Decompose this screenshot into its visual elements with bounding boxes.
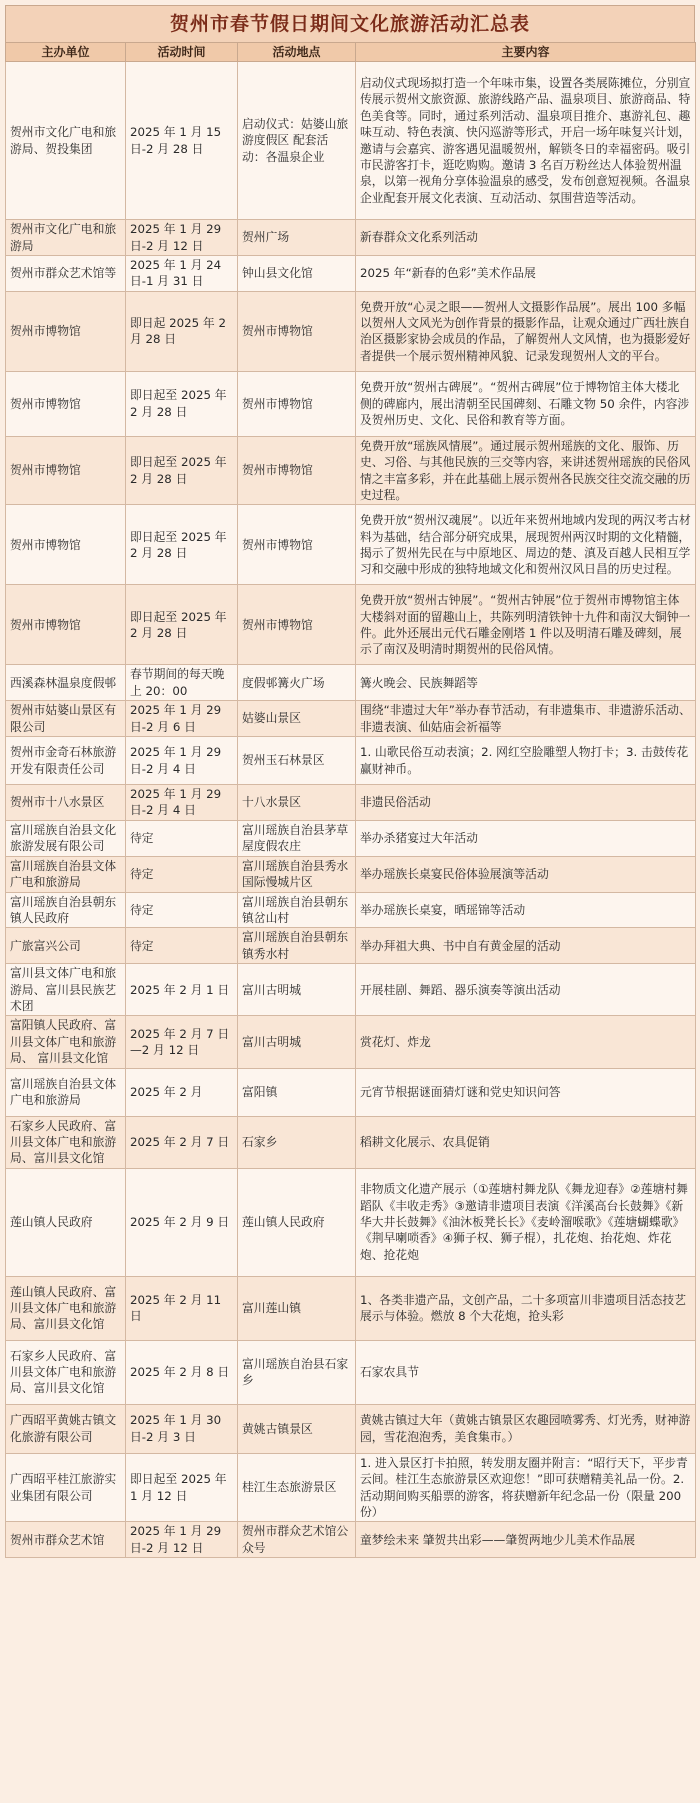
cell-time: 2025 年 2 月 7 日—2 月 12 日 <box>126 1016 238 1068</box>
table-row <box>6 1404 696 1453</box>
header-content: 主要内容 <box>356 43 696 62</box>
cell-org: 莲山镇人民政府 <box>6 1168 126 1276</box>
table-row <box>6 220 696 256</box>
cell-time: 待定 <box>126 820 238 856</box>
cell-org: 石家乡人民政府、富川县文体广电和旅游局、富川县文化馆 <box>6 1340 126 1404</box>
cell-place: 贺州市博物馆 <box>238 291 356 371</box>
cell-place: 富川瑶族自治县石家乡 <box>238 1340 356 1404</box>
cell-place: 十八水景区 <box>238 785 356 821</box>
table-row <box>6 1068 696 1116</box>
cell-time: 待定 <box>126 892 238 928</box>
cell-org: 贺州市群众艺术馆 <box>6 1522 126 1558</box>
cell-content: 非遗民俗活动 <box>356 785 696 821</box>
cell-place: 贺州市群众艺术馆公众号 <box>238 1522 356 1558</box>
cell-content: 新春群众文化系列活动 <box>356 220 696 256</box>
cell-content: 2025 年“新春的色彩”美术作品展 <box>356 256 696 292</box>
cell-place: 贺州市博物馆 <box>238 436 356 505</box>
table-row <box>6 1016 696 1068</box>
cell-time: 2025 年 1 月 29 日-2 月 12 日 <box>126 220 238 256</box>
cell-org: 贺州市博物馆 <box>6 436 126 505</box>
cell-content: 篝火晚会、民族舞蹈等 <box>356 665 696 701</box>
table-row <box>6 585 696 665</box>
cell-place: 桂江生态旅游景区 <box>238 1453 356 1522</box>
cell-time: 2025 年 1 月 29 日-2 月 4 日 <box>126 785 238 821</box>
table-row <box>6 256 696 292</box>
cell-org: 贺州市博物馆 <box>6 505 126 585</box>
cell-org: 贺州市博物馆 <box>6 585 126 665</box>
cell-time: 2025 年 2 月 7 日 <box>126 1116 238 1168</box>
cell-content: 赏花灯、炸龙 <box>356 1016 696 1068</box>
cell-org: 贺州市博物馆 <box>6 371 126 436</box>
cell-org: 贺州市群众艺术馆等 <box>6 256 126 292</box>
table-row <box>6 701 696 737</box>
cell-org: 富川县文体广电和旅游局、富川县民族艺术团 <box>6 964 126 1016</box>
cell-time: 2025 年 2 月 9 日 <box>126 1168 238 1276</box>
cell-content: 举办瑶族长桌宴，晒瑶锦等活动 <box>356 892 696 928</box>
cell-time: 待定 <box>126 856 238 892</box>
cell-org: 西溪森林温泉度假邨 <box>6 665 126 701</box>
header-org: 主办单位 <box>6 43 126 62</box>
cell-place: 富川瑶族自治县秀水国际慢城片区 <box>238 856 356 892</box>
cell-org: 富川瑶族自治县文体广电和旅游局 <box>6 1068 126 1116</box>
cell-content: 举办拜祖大典、书中自有黄金屋的活动 <box>356 928 696 964</box>
table-row <box>6 291 696 371</box>
cell-time: 2025 年 1 月 29 日-2 月 4 日 <box>126 737 238 785</box>
cell-org: 贺州市十八水景区 <box>6 785 126 821</box>
cell-org: 广旅富兴公司 <box>6 928 126 964</box>
table-row <box>6 785 696 821</box>
table-row <box>6 1340 696 1404</box>
cell-content: 非物质文化遗产展示（①莲塘村舞龙队《舞龙迎春》②莲塘村舞蹈队《丰收走秀》③邀请非遗项目表演《洋溪高台长鼓舞》《新华大井长鼓舞》《油沐板凳长长》《麦岭溜喉歌》《莲塘蝴蝶歌》《荆早喇唢香》④狮子权、狮子棍），扎花炮、抬花炮、炸花炮、抢花炮 <box>356 1168 696 1276</box>
cell-place: 富川瑶族自治县茅草屋度假农庄 <box>238 820 356 856</box>
cell-org: 广西昭平桂江旅游实业集团有限公司 <box>6 1453 126 1522</box>
cell-org: 富阳镇人民政府、富川县文体广电和旅游局、 富川县文化馆 <box>6 1016 126 1068</box>
table-title: 贺州市春节假日期间文化旅游活动汇总表 <box>5 5 695 42</box>
table-row <box>6 1168 696 1276</box>
cell-time: 2025 年 2 月 11 日 <box>126 1276 238 1340</box>
cell-content: 免费开放“心灵之眼——贺州人文摄影作品展”。展出 100 多幅以贺州人文风光为创作背景的摄影作品，让观众通过广西壮族自治区摄影家协会成员的作品，了解贺州人文风情，也为摄影爱好者提供一个展示贺州精神风貌、记录发现贺州人文的平台。 <box>356 291 696 371</box>
cell-content: 免费开放“瑶族风情展”。通过展示贺州瑶族的文化、服饰、历史、习俗、与其他民族的三交等内容，来讲述贺州瑶族的民俗风情之丰富多彩，并在此基础上展示贺州各民族交往交流交融的历史过程。 <box>356 436 696 505</box>
cell-content: 举办杀猪宴过大年活动 <box>356 820 696 856</box>
cell-content: 启动仪式现场拟打造一个年味市集，设置各类展陈摊位，分别宣传展示贺州文旅资源、旅游线路产品、温泉项目、旅游商品、特色美食等。同时，通过系列活动、温泉项目推介、惠游礼包、趣味互动、特色表演、快闪巡游等形式，开启一场年味复兴计划，邀请与会嘉宾、游客遇见温暖贺州，解锁冬日的幸福密码。吸引市民游客打卡，逛吃购购。邀请 3 名百万粉丝达人体验贺州温泉，以第一视角分享体验温泉的感受，发布创意短视频。各温泉企业配套开展文化表演、互动活动、氛围营造等活动。 <box>356 62 696 220</box>
cell-place: 富阳镇 <box>238 1068 356 1116</box>
table-row <box>6 964 696 1016</box>
cell-org: 莲山镇人民政府、富川县文体广电和旅游局、富川县文化馆 <box>6 1276 126 1340</box>
cell-time: 即日起至 2025 年 2 月 28 日 <box>126 371 238 436</box>
activity-table <box>5 42 696 1558</box>
header-place: 活动地点 <box>238 43 356 62</box>
cell-content: 1、各类非遗产品，文创产品，二十多项富川非遗项目活态技艺展示与体验。燃放 8 个大花炮，抢头彩 <box>356 1276 696 1340</box>
cell-org: 石家乡人民政府、富川县文体广电和旅游局、富川县文化馆 <box>6 1116 126 1168</box>
cell-time: 即日起 2025 年 2 月 28 日 <box>126 291 238 371</box>
cell-place: 黄姚古镇景区 <box>238 1404 356 1453</box>
cell-time: 待定 <box>126 928 238 964</box>
cell-place: 富川古明城 <box>238 1016 356 1068</box>
cell-place: 贺州市博物馆 <box>238 371 356 436</box>
cell-org: 贺州市文化广电和旅游局 <box>6 220 126 256</box>
cell-content: 1. 进入景区打卡拍照，转发朋友圈并附言：“昭行天下，平步青云间。桂江生态旅游景区欢迎您！”即可获赠精美礼品一份。2. 活动期间购买船票的游客，将获赠新年纪念品一份（限量 200 份） <box>356 1453 696 1522</box>
cell-time: 2025 年 1 月 30 日-2 月 3 日 <box>126 1404 238 1453</box>
cell-content: 开展桂剧、舞蹈、器乐演奏等演出活动 <box>356 964 696 1016</box>
cell-place: 富川瑶族自治县朝东镇岔山村 <box>238 892 356 928</box>
cell-time: 2025 年 1 月 29 日-2 月 6 日 <box>126 701 238 737</box>
table-row <box>6 371 696 436</box>
cell-content: 元宵节根据谜面猜灯谜和党史知识问答 <box>356 1068 696 1116</box>
cell-place: 莲山镇人民政府 <box>238 1168 356 1276</box>
cell-org: 贺州市文化广电和旅游局、贺投集团 <box>6 62 126 220</box>
table-row <box>6 62 696 220</box>
cell-time: 2025 年 1 月 29 日-2 月 12 日 <box>126 1522 238 1558</box>
cell-content: 1. 山歌民俗互动表演；2. 网红空脸雕塑人物打卡；3. 击鼓传花赢财神币。 <box>356 737 696 785</box>
cell-place: 富川瑶族自治县朝东镇秀水村 <box>238 928 356 964</box>
cell-org: 富川瑶族自治县朝东镇人民政府 <box>6 892 126 928</box>
cell-time: 即日起至 2025 年 2 月 28 日 <box>126 505 238 585</box>
table-row <box>6 737 696 785</box>
cell-time: 2025 年 1 月 24 日-1 月 31 日 <box>126 256 238 292</box>
table-row <box>6 928 696 964</box>
cell-place: 姑婆山景区 <box>238 701 356 737</box>
cell-org: 贺州市姑婆山景区有限公司 <box>6 701 126 737</box>
cell-time: 春节期间的每天晚上 20：00 <box>126 665 238 701</box>
cell-content: 举办瑶族长桌宴民俗体验展演等活动 <box>356 856 696 892</box>
cell-org: 富川瑶族自治县文化旅游发展有限公司 <box>6 820 126 856</box>
cell-time: 即日起至 2025 年 2 月 28 日 <box>126 585 238 665</box>
header-time: 活动时间 <box>126 43 238 62</box>
cell-content: 石家农具节 <box>356 1340 696 1404</box>
cell-place: 富川古明城 <box>238 964 356 1016</box>
cell-time: 2025 年 2 月 8 日 <box>126 1340 238 1404</box>
cell-time: 即日起至 2025 年 1 月 12 日 <box>126 1453 238 1522</box>
cell-content: 稻耕文化展示、农具促销 <box>356 1116 696 1168</box>
table-row <box>6 1276 696 1340</box>
cell-content: 黄姚古镇过大年（黄姚古镇景区农趣园喷雾秀、灯光秀，财神游园，雪花泡泡秀，美食集市。） <box>356 1404 696 1453</box>
table-row <box>6 505 696 585</box>
cell-place: 贺州市博物馆 <box>238 585 356 665</box>
cell-place: 贺州广场 <box>238 220 356 256</box>
cell-time: 2025 年 1 月 15 日-2 月 28 日 <box>126 62 238 220</box>
cell-time: 2025 年 2 月 1 日 <box>126 964 238 1016</box>
cell-place: 贺州玉石林景区 <box>238 737 356 785</box>
table-row <box>6 1453 696 1522</box>
cell-place: 富川莲山镇 <box>238 1276 356 1340</box>
cell-content: 围绕“非遗过大年”举办春节活动，有非遗集市、非遗游乐活动、非遗表演、仙姑庙会祈福等 <box>356 701 696 737</box>
table-row <box>6 1116 696 1168</box>
cell-place: 钟山县文化馆 <box>238 256 356 292</box>
cell-org: 富川瑶族自治县文体广电和旅游局 <box>6 856 126 892</box>
cell-place: 石家乡 <box>238 1116 356 1168</box>
cell-place: 启动仪式：姑婆山旅游度假区 配套活动：各温泉企业 <box>238 62 356 220</box>
table-row <box>6 892 696 928</box>
cell-place: 贺州市博物馆 <box>238 505 356 585</box>
cell-org: 广西昭平黄姚古镇文化旅游有限公司 <box>6 1404 126 1453</box>
cell-content: 免费开放“贺州古碑展”。“贺州古碑展”位于博物馆主体大楼北侧的碑廊内，展出清朝至民国碑刻、石雕文物 50 余件，内容涉及贺州历史、文化、民俗和教育等方面。 <box>356 371 696 436</box>
table-row <box>6 665 696 701</box>
table-row <box>6 820 696 856</box>
header-row <box>6 43 696 62</box>
cell-time: 2025 年 2 月 <box>126 1068 238 1116</box>
cell-time: 即日起至 2025 年 2 月 28 日 <box>126 436 238 505</box>
cell-place: 度假邨篝火广场 <box>238 665 356 701</box>
cell-content: 免费开放“贺州古钟展”。“贺州古钟展”位于贺州市博物馆主体大楼斜对面的留趣山上，共陈列明清铁钟十九件和南汉大铜钟一件。此外还展出元代石雕金刚塔 1 件以及明清石雕及碑刻，展示了南汉及明清时期贺州的民俗风情。 <box>356 585 696 665</box>
cell-content: 免费开放“贺州汉魂展”。以近年来贺州地域内发现的两汉考古材料为基础，结合部分研究成果，展现贺州两汉时期的文化精髓，揭示了贺州先民在与中原地区、周边的楚、滇及百越人民相互学习和交融中形成的独特地域文化和贺州汉风日昌的历史过程。 <box>356 505 696 585</box>
cell-org: 贺州市博物馆 <box>6 291 126 371</box>
table-row <box>6 856 696 892</box>
cell-content: 童梦绘未来 肇贺共出彩——肇贺两地少儿美术作品展 <box>356 1522 696 1558</box>
table-row <box>6 436 696 505</box>
table-row <box>6 1522 696 1558</box>
cell-org: 贺州市金奇石林旅游开发有限责任公司 <box>6 737 126 785</box>
